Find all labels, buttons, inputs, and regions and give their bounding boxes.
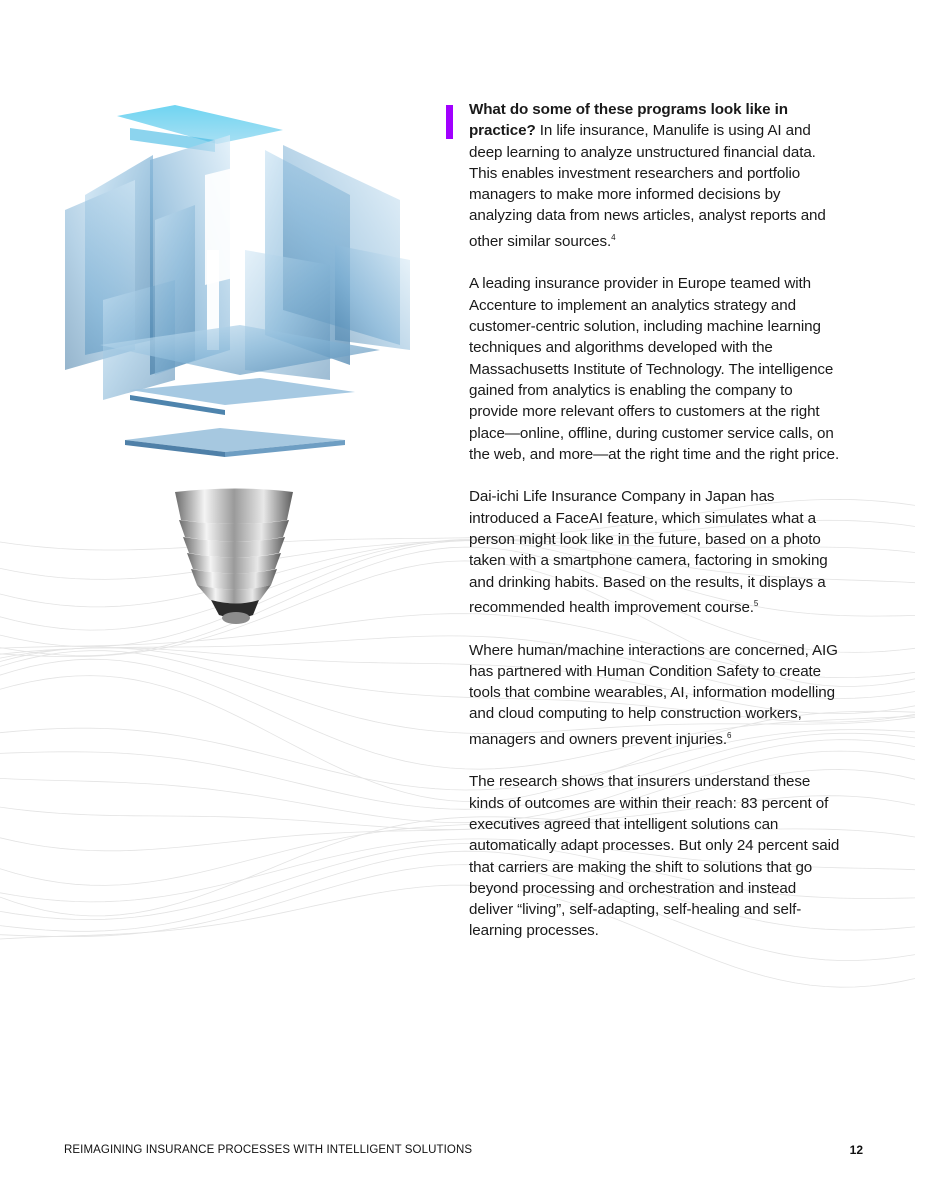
paragraph-research (469, 771, 844, 941)
paragraph-dai-ichi (469, 486, 844, 618)
footnote-ref: 5 (753, 598, 759, 608)
glass-cube-lightbulb-illustration (55, 100, 425, 640)
accent-bar (446, 105, 453, 139)
footer-title: REIMAGINING INSURANCE PROCESSES WITH INTELLIGENT SOLUTIONS (64, 1144, 473, 1156)
paragraph-europe-provider (469, 273, 844, 465)
paragraph-text: A leading insurance provider in Europe teamed with Accenture to implement an analytics strategy and customer-centric solution, including machine learning techniques and algorithms developed with the Massachusetts Institute of Technology. The intelligence gained from analytics is enabling the company to provide more relevant offers to customers at the right place—online, offline, during customer service calls, on the web, and more—at the right time and the right price. (469, 275, 840, 463)
paragraph-text: In life insurance, Manulife is using AI and deep learning to analyze unstructured financial data. This enables investment researchers and portfolio managers to make more informed decisions by analyzing data from news articles, analyst reports and other similar sources. (469, 122, 826, 250)
paragraph-text: Dai-ichi Life Insurance Company in Japan has introduced a FaceAI feature, which simulates what a person might look like in the future, based on a photo taken with a smartphone camera, factoring in smoking and drinking habits. Based on the results, it displays a recommended health improvement course. (469, 488, 828, 616)
article-body (469, 99, 844, 963)
paragraph-aig (469, 640, 844, 751)
paragraph-manulife (469, 99, 844, 252)
paragraph-text: Where human/machine interactions are concerned, AIG has partnered with Human Condition Safety to create tools that combine wearables, AI, information modelling and cloud computing to help construction workers, managers and owners prevent injuries. (469, 641, 838, 748)
page-number: 12 (849, 1143, 863, 1157)
paragraph-text: The research shows that insurers understand these kinds of outcomes are within their reach: 83 percent of executives agreed that intelligent solutions can automatically adapt processes. But only 24 percent said that carriers are making the shift to solutions that go beyond processing and orchestration and instead deliver “living”, self-adapting, self-healing and self-learning processes. (469, 773, 840, 940)
footnote-ref: 6 (727, 730, 732, 740)
lightbulb-base (175, 489, 293, 625)
footnote-ref: 4 (611, 232, 616, 242)
paragraph-lead: What do some of these programs look like in practice? (469, 101, 788, 140)
